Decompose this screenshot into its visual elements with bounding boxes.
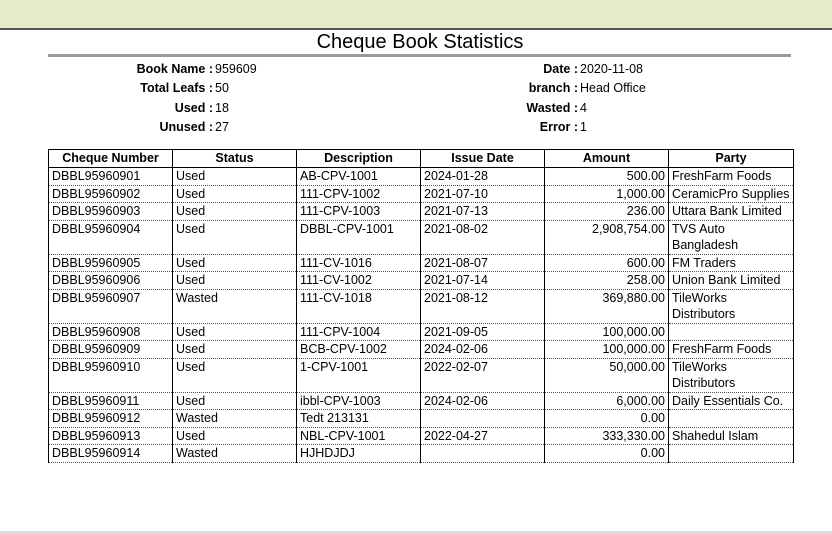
table-row — [49, 272, 794, 290]
cell-cheque-number: DBBL95960902 — [49, 185, 173, 203]
cell-status: Used — [173, 323, 297, 341]
table-row — [49, 341, 794, 359]
table-header-row — [49, 150, 794, 168]
table-row — [49, 289, 794, 323]
cell-issue-date: 2021-08-07 — [421, 254, 545, 272]
unused-label: Unused : — [159, 119, 213, 134]
cell-amount: 100,000.00 — [545, 323, 669, 341]
col-header-cheque-number: Cheque Number — [49, 150, 173, 168]
cell-party: Union Bank Limited — [669, 272, 794, 290]
cell-description: HJHDJDJ — [297, 445, 421, 463]
cell-issue-date: 2024-02-06 — [421, 392, 545, 410]
cell-status: Used — [173, 341, 297, 359]
cheque-table — [48, 149, 794, 463]
cell-issue-date — [421, 445, 545, 463]
cell-party: Daily Essentials Co. — [669, 392, 794, 410]
book-name-value: 959609 — [215, 62, 257, 76]
cell-issue-date: 2021-08-02 — [421, 220, 545, 254]
table-row — [49, 323, 794, 341]
cell-issue-date: 2021-09-05 — [421, 323, 545, 341]
cell-cheque-number: DBBL95960903 — [49, 203, 173, 221]
col-header-party: Party — [669, 150, 794, 168]
cell-amount: 1,000.00 — [545, 185, 669, 203]
cell-cheque-number: DBBL95960901 — [49, 168, 173, 186]
table-row — [49, 185, 794, 203]
cell-status: Used — [173, 427, 297, 445]
used-label: Used : — [174, 100, 213, 115]
total-leafs-label: Total Leafs : — [140, 81, 213, 96]
cell-amount: 0.00 — [545, 445, 669, 463]
unused-value: 27 — [215, 119, 229, 134]
wasted-row — [420, 99, 646, 118]
title-divider — [48, 54, 791, 57]
top-toolbar — [0, 0, 832, 30]
cell-amount: 236.00 — [545, 203, 669, 221]
cell-status: Used — [173, 168, 297, 186]
cell-cheque-number: DBBL95960914 — [49, 445, 173, 463]
col-header-description: Description — [297, 150, 421, 168]
col-header-status: Status — [173, 150, 297, 168]
cell-description: 1-CPV-1001 — [297, 358, 421, 392]
cell-description: 111-CV-1002 — [297, 272, 421, 290]
total-leafs-value: 50 — [215, 81, 229, 96]
cell-status: Used — [173, 220, 297, 254]
col-header-amount: Amount — [545, 150, 669, 168]
table-row — [49, 168, 794, 186]
cell-status: Used — [173, 254, 297, 272]
cell-status: Used — [173, 203, 297, 221]
used-value: 18 — [215, 100, 229, 115]
cell-cheque-number: DBBL95960905 — [49, 254, 173, 272]
error-row — [420, 118, 646, 137]
cell-description: 111-CV-1016 — [297, 254, 421, 272]
cell-amount: 333,330.00 — [545, 427, 669, 445]
cell-cheque-number: DBBL95960908 — [49, 323, 173, 341]
cell-amount: 50,000.00 — [545, 358, 669, 392]
cell-issue-date — [421, 410, 545, 428]
date-row — [420, 60, 646, 79]
cell-party — [669, 410, 794, 428]
cell-cheque-number: DBBL95960913 — [49, 427, 173, 445]
cell-party: FreshFarm Foods — [669, 168, 794, 186]
cell-party: Shahedul Islam — [669, 427, 794, 445]
table-row — [49, 392, 794, 410]
unused-row — [48, 118, 257, 137]
table-row — [49, 203, 794, 221]
cell-status: Used — [173, 392, 297, 410]
cell-description: Tedt 213131 — [297, 410, 421, 428]
book-name-label: Book Name : — [136, 62, 213, 76]
error-value: 1 — [580, 119, 587, 134]
cell-amount: 0.00 — [545, 410, 669, 428]
cell-description: NBL-CPV-1001 — [297, 427, 421, 445]
cell-issue-date: 2024-01-28 — [421, 168, 545, 186]
cell-status: Wasted — [173, 445, 297, 463]
cell-amount: 2,908,754.00 — [545, 220, 669, 254]
book-name-row — [48, 60, 257, 79]
cell-description: 111-CPV-1003 — [297, 203, 421, 221]
cell-issue-date: 2021-07-13 — [421, 203, 545, 221]
cell-status: Wasted — [173, 410, 297, 428]
col-header-issue-date: Issue Date — [421, 150, 545, 168]
cell-status: Used — [173, 272, 297, 290]
cell-issue-date: 2021-07-14 — [421, 272, 545, 290]
cell-issue-date: 2021-08-12 — [421, 289, 545, 323]
date-label: Date : — [543, 62, 578, 76]
summary-right — [420, 60, 646, 137]
cell-party: TVS Auto Bangladesh — [669, 220, 794, 254]
table-row — [49, 254, 794, 272]
cell-party: FreshFarm Foods — [669, 341, 794, 359]
cell-amount: 258.00 — [545, 272, 669, 290]
cell-amount: 6,000.00 — [545, 392, 669, 410]
cell-party: Uttara Bank Limited — [669, 203, 794, 221]
table-row — [49, 445, 794, 463]
used-row — [48, 99, 257, 118]
cell-cheque-number: DBBL95960909 — [49, 341, 173, 359]
page-title: Cheque Book Statistics — [316, 31, 524, 53]
cell-description: 111-CPV-1002 — [297, 185, 421, 203]
cell-amount: 500.00 — [545, 168, 669, 186]
table-row — [49, 220, 794, 254]
cell-cheque-number: DBBL95960911 — [49, 392, 173, 410]
cell-amount: 600.00 — [545, 254, 669, 272]
branch-row — [420, 79, 646, 98]
cell-amount: 100,000.00 — [545, 341, 669, 359]
cell-status: Wasted — [173, 289, 297, 323]
cell-party: TileWorks Distributors — [669, 358, 794, 392]
cell-issue-date: 2021-07-10 — [421, 185, 545, 203]
cell-status: Used — [173, 185, 297, 203]
cell-party: FM Traders — [669, 254, 794, 272]
cell-description: AB-CPV-1001 — [297, 168, 421, 186]
table-body — [49, 168, 794, 463]
cell-description: 111-CPV-1004 — [297, 323, 421, 341]
date-value: 2020-11-08 — [580, 62, 644, 76]
cell-description: BCB-CPV-1002 — [297, 341, 421, 359]
table-row — [49, 358, 794, 392]
summary-left — [48, 60, 257, 137]
cell-cheque-number: DBBL95960906 — [49, 272, 173, 290]
cell-party: TileWorks Distributors — [669, 289, 794, 323]
table-row — [49, 410, 794, 428]
branch-label: branch : — [528, 81, 578, 96]
error-label: Error : — [539, 119, 578, 134]
cell-amount: 369,880.00 — [545, 289, 669, 323]
wasted-value: 4 — [580, 100, 587, 115]
cell-party — [669, 445, 794, 463]
cell-issue-date: 2024-02-06 — [421, 341, 545, 359]
total-leafs-row — [48, 79, 257, 98]
cell-party: CeramicPro Supplies — [669, 185, 794, 203]
cell-status: Used — [173, 358, 297, 392]
cell-cheque-number: DBBL95960907 — [49, 289, 173, 323]
branch-value: Head Office — [580, 81, 646, 96]
cell-cheque-number: DBBL95960904 — [49, 220, 173, 254]
cell-party — [669, 323, 794, 341]
table-row — [49, 427, 794, 445]
cell-cheque-number: DBBL95960912 — [49, 410, 173, 428]
cell-description: 111-CV-1018 — [297, 289, 421, 323]
cell-description: DBBL-CPV-1001 — [297, 220, 421, 254]
cell-issue-date: 2022-04-27 — [421, 427, 545, 445]
cell-description: ibbl-CPV-1003 — [297, 392, 421, 410]
wasted-label: Wasted : — [526, 100, 578, 115]
cell-cheque-number: DBBL95960910 — [49, 358, 173, 392]
cell-issue-date: 2022-02-07 — [421, 358, 545, 392]
